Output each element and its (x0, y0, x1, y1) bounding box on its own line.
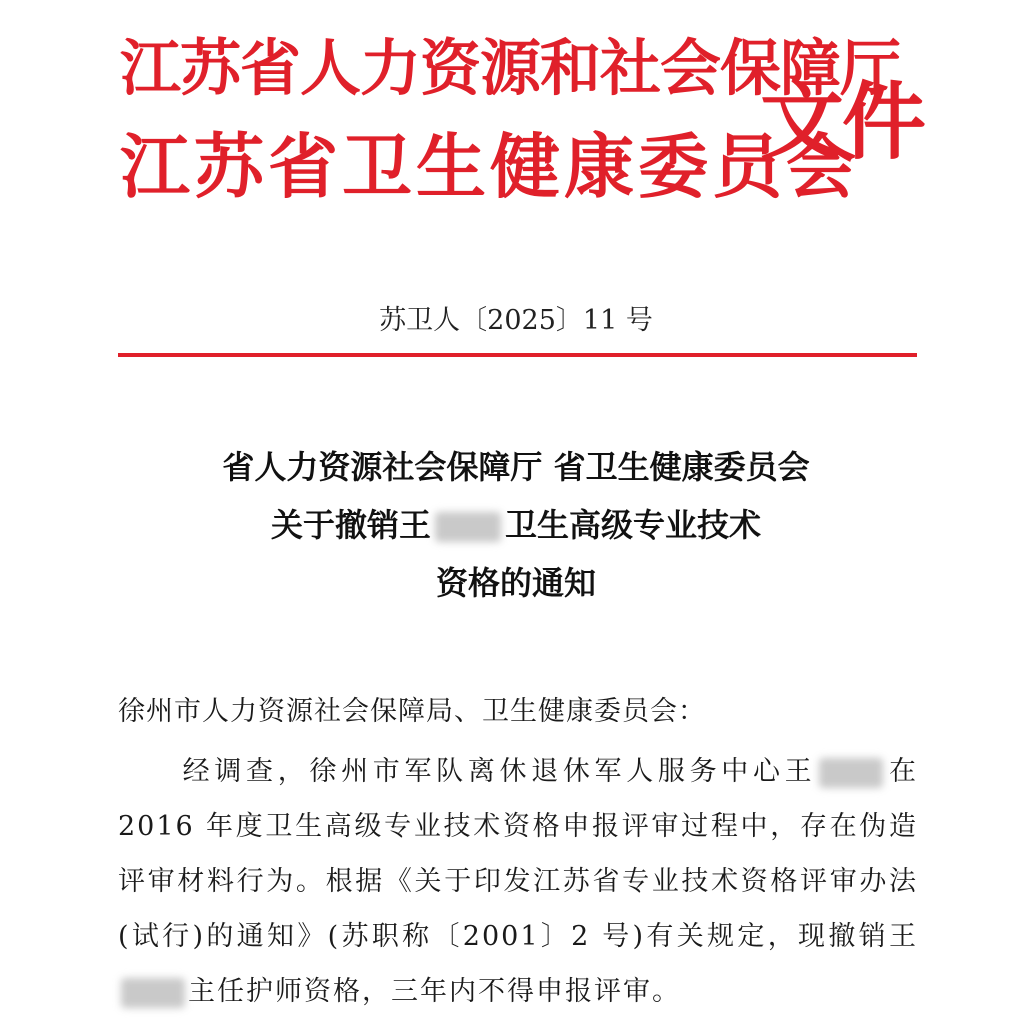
title-line-2-start: 关于撤销王 (270, 506, 431, 544)
recipient-line: 徐州市人力资源社会保障局、卫生健康委员会： (118, 696, 706, 727)
redacted-name (121, 978, 185, 1008)
body-paragraph (118, 744, 918, 1019)
title-line-1: 省人力资源社会保障厅 省卫生健康委员会 (222, 448, 810, 486)
title-line-2-end: 卫生高级专业技术 (505, 506, 762, 544)
body-text-part-2: 在 2016 年度卫生高级专业技术资格申报评审过程中，存在伪造评审材料行为。根据《关于印发江苏省专业技术资格评审办法(试行)的通知》(苏职称〔2001〕2 号)有关规定，现撤销王 (118, 756, 919, 952)
issuer-line-1: 江苏省人力资源和社会保障厅 (120, 33, 901, 104)
redacted-name (435, 512, 501, 542)
body-text-part-1: 经调查，徐州市军队离休退休军人服务中心王 (180, 756, 817, 787)
title-line-3: 资格的通知 (435, 564, 596, 602)
redacted-name (819, 758, 883, 788)
title-line-2 (0, 496, 1032, 554)
document-number: 苏卫人〔2025〕11 号 (379, 305, 653, 336)
body-text-part-3: 主任护师资格，三年内不得申报评审。 (188, 976, 681, 1007)
red-divider (118, 353, 917, 357)
letterhead (0, 0, 1032, 240)
document-title (0, 438, 1032, 612)
issuer-line-2: 江苏省卫生健康委员会 (120, 126, 860, 208)
document-type-label: 文件 (760, 73, 925, 171)
document-body (118, 693, 918, 1019)
